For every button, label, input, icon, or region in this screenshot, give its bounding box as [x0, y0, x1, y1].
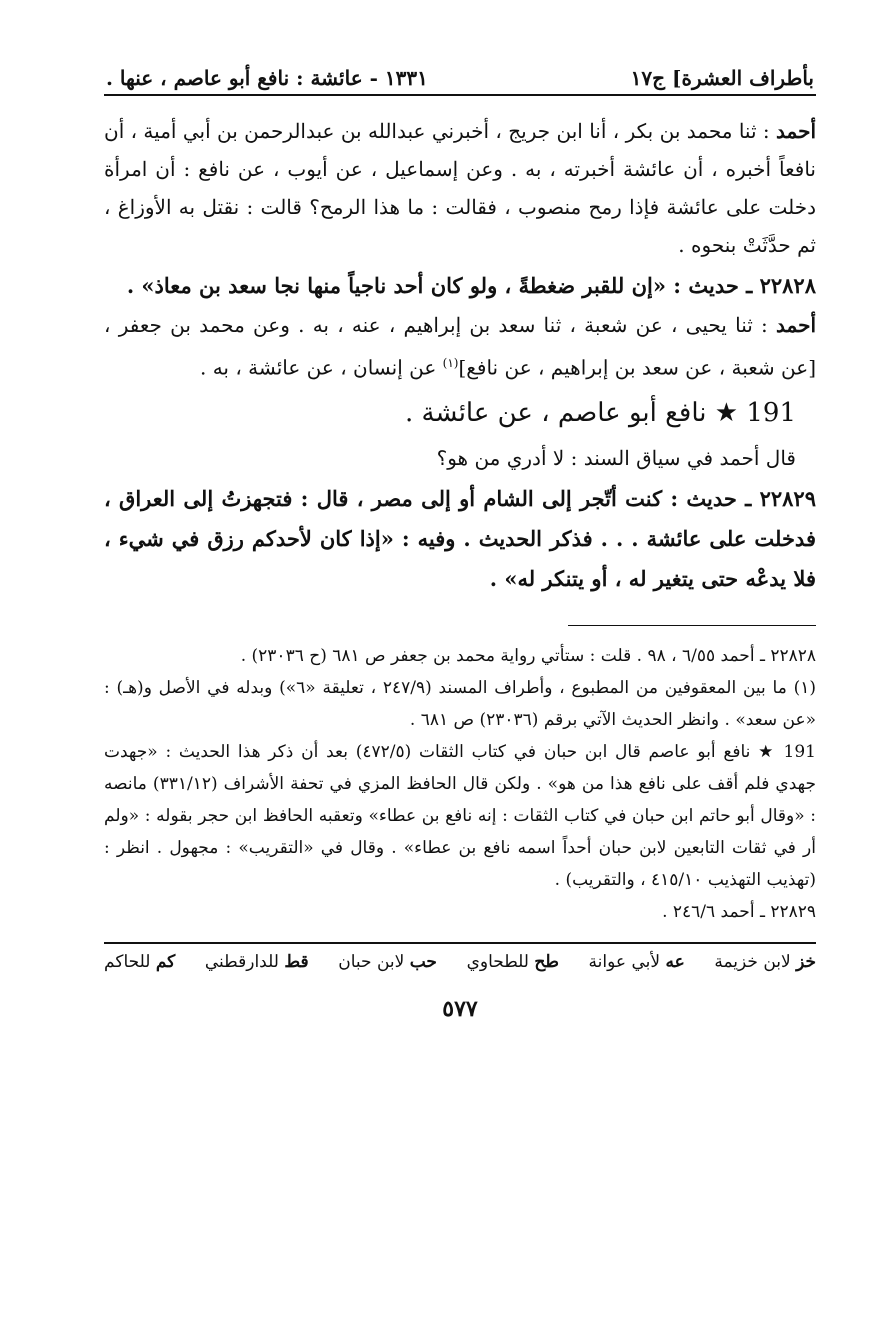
symbol-item: طح للطحاوي — [466, 951, 559, 972]
hadith-22828: ٢٢٨٢٨ ـ حديث : «إن للقبر ضغطةً ، ولو كان أحد ناجياً منها نجا سعد بن معاذ» . — [126, 273, 816, 298]
header-section-title: ١٣٣١ - عائشة : نافع أبو عاصم ، عنها . — [106, 66, 428, 90]
footnote-22828: ٢٢٨٢٨ ـ أحمد ٦/٥٥ ، ٩٨ . قلت : ستأتي رواية محمد بن جعفر ص ٦٨١ (ح ٢٣٠٣٦) . — [240, 645, 816, 666]
symbol-item: قط للدارقطني — [204, 951, 309, 972]
page-number: ٥٧٧ — [442, 995, 478, 1022]
footnote-1: (١) ما بين المعقوفين من المطبوع ، وأطراف المسند (٢٤٧/٩ ، تعليقة «٦») وبدله في الأصل و(هـ) : «عن سعد» . وانظر الحديث الآتي برقم (٢٣٠٣٦) ص ٦٨١ . — [104, 677, 816, 730]
paragraph-ahmad-2 — [104, 306, 816, 387]
paragraph-text: : ثنا محمد بن بكر ، أنا ابن جريج ، أخبرني عبدالله بن عبدالرحمن بن أبي أمية ، أن نافعاً أخبره ، أن عائشة أخبرته ، به . وعن إسماعيل ، عن أيوب ، عن نافع : أن امرأة دخلت على عائشة فإذا رمح منصوب ، فقالت : ما هذا الرمح؟ قالت : نقتل به الأوزاغ ، ثم حدَّثَتْ بنحوه . — [104, 119, 816, 257]
paragraph-text: عن إنسان ، عن عائشة ، به . — [199, 355, 443, 380]
footnote-22829: ٢٢٨٢٩ ـ أحمد ٢٤٦/٦ . — [662, 901, 816, 922]
footnote-marker: (١) — [442, 356, 459, 370]
paragraph-ahmad-1 — [104, 112, 816, 264]
symbols-legend — [104, 952, 816, 972]
hadith-22829: ٢٢٨٢٩ ـ حديث : كنت أتّجر إلى الشام أو إلى مصر ، قال : فتجهزتُ إلى العراق ، فدخلت على عائشة . . . فذكر الحديث . وفيه : «إذا كان لأحدكم رزق في شيء ، فلا يدعْه حتى يتغير له ، أو يتنكر له» . — [104, 485, 816, 591]
narrator-note: قال أحمد في سياق السند : لا أدري من هو؟ — [436, 445, 796, 470]
symbol-item: كم للحاكم — [104, 951, 176, 972]
footnotes — [104, 640, 816, 928]
footnote-separator — [568, 625, 816, 626]
book-page — [104, 50, 816, 1022]
paragraph-lead: أحمد — [776, 119, 816, 143]
header-rule — [104, 94, 816, 96]
symbol-item: خز لابن خزيمة — [714, 951, 816, 972]
paragraph-text: : ثنا يحيى ، عن شعبة ، ثنا سعد بن إبراهيم ، عنه ، به . وعن محمد بن جعفر ، [عن شعبة ، عن سعد بن إبراهيم ، عن نافع] — [104, 313, 816, 380]
symbol-item: عه لأبي عوانة — [588, 951, 685, 972]
main-text — [104, 112, 816, 599]
header-book-title: بأطراف العشرة] ج١٧ — [630, 66, 814, 90]
symbols-rule — [104, 942, 816, 944]
footnote-191: 191 ★ نافع أبو عاصم قال ابن حبان في كتاب الثقات (٤٧٢/٥) بعد أن ذكر هذا الحديث : «جهدت جهدي فلم أقف على نافع هذا من هو» . ولكن قال الحافظ المزي في تحفة الأشراف (٣٣١/١٢) مانصه : «وقال أبو حاتم ابن حبان في كتاب الثقات : إنه نافع بن عطاء» وتعقبه الحافظ ابن حجر بقوله : «ولم أر في ثقات التابعين لابن حبان أحداً اسمه نافع بن عطاء» . وقال في «التقريب» : مجهول . انظر : (تهذيب التهذيب ٤١٥/١٠ ، والتقريب) . — [104, 741, 816, 890]
narrator-heading: 191 ★ نافع أبو عاصم ، عن عائشة . — [405, 397, 796, 428]
running-header — [104, 50, 816, 90]
symbol-item: حب لابن حبان — [338, 951, 437, 972]
paragraph-lead: أحمد — [776, 313, 816, 337]
